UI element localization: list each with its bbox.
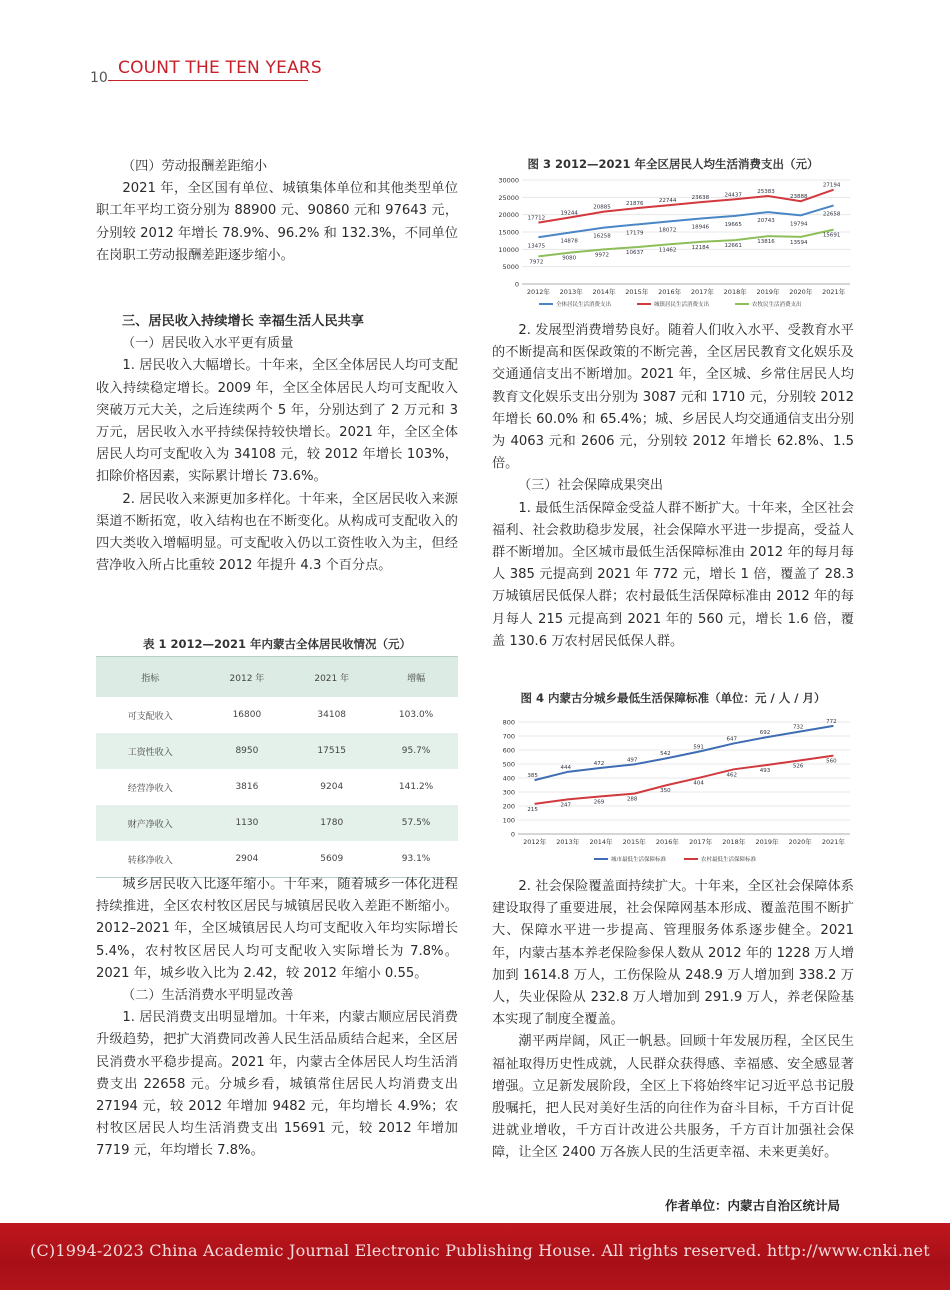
data-label: 19794 bbox=[790, 221, 808, 228]
data-label: 288 bbox=[626, 796, 638, 803]
data-label: 12184 bbox=[691, 244, 710, 251]
data-label: 14878 bbox=[560, 238, 578, 245]
data-label: 591 bbox=[693, 744, 704, 751]
data-label: 404 bbox=[693, 780, 704, 787]
table-cell: 95.7% bbox=[374, 733, 458, 769]
table-header-cell: 2021 年 bbox=[289, 657, 374, 697]
income-table-wrapper bbox=[96, 656, 458, 878]
author-affiliation: 作者单位：内蒙古自治区统计局 bbox=[665, 1198, 841, 1213]
x-tick-label: 2016年 bbox=[658, 288, 682, 296]
x-tick-label: 2018年 bbox=[723, 288, 747, 296]
y-tick-label: 25000 bbox=[498, 193, 519, 202]
data-label: 247 bbox=[560, 802, 572, 809]
figure-4-chart bbox=[492, 710, 854, 868]
y-tick-label: 800 bbox=[502, 718, 515, 727]
subsection-1-heading: （一）居民收入水平更有质量 bbox=[122, 336, 294, 352]
data-label: 9972 bbox=[595, 252, 609, 259]
x-tick-label: 2017年 bbox=[690, 288, 714, 296]
data-label: 13816 bbox=[757, 239, 775, 246]
data-label: 21876 bbox=[626, 201, 644, 208]
paragraph-development-consumption: 2. 发展型消费增势良好。随着人们收入水平、受教育水平的不断提高和医保政策的不断完善，全区居民教育文化娱乐及交通通信支出不断增加。2021 年，全区城、乡常住居民人均教育文化娱乐支出分别为 3087 元和 1710 元，分别较 2012 年增长 60.0% 和 65.4%；城、乡居民人均交通通信支出分别为 4063 元和 2606 元，分别较 2012 年增长 62.8%、1.5 倍。 bbox=[492, 323, 854, 472]
figure-4-caption: 图 4 内蒙古分城乡最低生活保障标准（单位：元 / 人 / 月） bbox=[520, 691, 826, 705]
data-label: 12661 bbox=[724, 243, 742, 250]
data-label: 10637 bbox=[626, 250, 644, 257]
y-tick-label: 300 bbox=[502, 788, 515, 797]
data-label: 25383 bbox=[757, 189, 775, 196]
table-cell: 9204 bbox=[320, 782, 344, 792]
legend-label: 农牧民生活消费支出 bbox=[752, 302, 802, 308]
journal-banner: COUNT THE TEN YEARS bbox=[118, 58, 322, 78]
data-label: 560 bbox=[826, 758, 837, 765]
table-caption: 表 1 2012—2021 年内蒙古全体居民收情况（元） bbox=[142, 637, 412, 651]
x-tick-label: 2013年 bbox=[559, 288, 583, 296]
x-tick-label: 2012年 bbox=[523, 838, 547, 846]
x-tick-label: 2021年 bbox=[822, 288, 846, 296]
y-tick-label: 30000 bbox=[498, 176, 519, 185]
table-cell: 141.2% bbox=[398, 782, 434, 792]
data-label: 444 bbox=[560, 764, 572, 771]
figure-3-caption: 图 3 2012—2021 年全区居民人均生活消费支出（元） bbox=[527, 157, 819, 171]
data-label: 27194 bbox=[822, 182, 841, 189]
x-tick-label: 2019年 bbox=[756, 288, 780, 296]
y-tick-label: 600 bbox=[502, 746, 515, 755]
legend-label: 城市最低生活保障标准 bbox=[611, 857, 667, 863]
table-cell: 1130 bbox=[204, 805, 289, 841]
table-cell: 财产净收入 bbox=[96, 805, 204, 841]
data-label: 16258 bbox=[593, 233, 611, 240]
income-table bbox=[96, 657, 458, 877]
data-label: 215 bbox=[527, 806, 538, 813]
data-label: 462 bbox=[726, 772, 738, 779]
table-cell: 8950 bbox=[204, 733, 289, 769]
y-tick-label: 5000 bbox=[502, 263, 519, 272]
y-tick-label: 10000 bbox=[498, 245, 519, 254]
data-label: 772 bbox=[826, 718, 837, 725]
data-label: 497 bbox=[626, 757, 638, 764]
subsection-2-heading: （二）生活消费水平明显改善 bbox=[122, 988, 294, 1004]
table-row bbox=[96, 769, 458, 805]
table-header-cell: 2012 年 bbox=[204, 657, 289, 697]
page-number: 10 bbox=[90, 70, 108, 86]
table-cell: 转移净收入 bbox=[127, 855, 173, 866]
data-label: 17712 bbox=[527, 215, 546, 222]
data-label: 20885 bbox=[593, 204, 611, 211]
section-3-heading: 三、居民收入持续增长 幸福生活人民共享 bbox=[122, 314, 364, 330]
table-row bbox=[96, 733, 458, 769]
x-tick-label: 2020年 bbox=[789, 288, 813, 296]
right-column-top bbox=[492, 320, 854, 653]
y-tick-label: 500 bbox=[502, 760, 515, 769]
y-tick-label: 100 bbox=[502, 816, 515, 825]
table-cell: 17515 bbox=[289, 733, 374, 769]
data-label: 15691 bbox=[822, 232, 841, 239]
table-header-row bbox=[96, 657, 458, 697]
table-cell: 93.1% bbox=[401, 854, 431, 864]
x-tick-label: 2012年 bbox=[526, 288, 550, 296]
paragraph-income-sources: 2. 居民收入来源更加多样化。十年来，全区居民收入来源渠道不断拓宽，收入结构也在不断变化。从构成可支配收入的四大类收入增幅明显。可支配收入仍以工资性收入为主，但经营净收入所占比重较 2012 年提升 4.3 个百分点。 bbox=[96, 491, 458, 574]
y-tick-label: 0 bbox=[514, 280, 519, 289]
data-label: 9080 bbox=[562, 255, 577, 262]
data-label: 22658 bbox=[822, 211, 841, 218]
table-row bbox=[96, 697, 458, 733]
data-label: 526 bbox=[792, 763, 804, 770]
data-label: 13475 bbox=[527, 243, 546, 250]
table-row bbox=[96, 805, 458, 841]
paragraph-conclusion: 潮平两岸阔，风正一帆悬。回顾十年发展历程，全区民生福祉取得历史性成就，人民群众获得感、幸福感、安全感显著增强。立足新发展阶段，全区上下将始终牢记习近平总书记殷殷嘱托，把人民对美好生活的向往作为奋斗目标，千方百计促进就业增收，千方百计改进公共服务，千方百计加强社会保障，让全区 2400 万各族人民的生活更幸福、未来更美好。 bbox=[492, 1034, 854, 1161]
data-label: 472 bbox=[593, 760, 605, 767]
paragraph-minimum-living: 1. 最低生活保障金受益人群不断扩大。十年来，全区社会福利、社会救助稳步发展，社会保障水平进一步提高，受益人群不断增加。全区城市最低生活保障标准由 2012 年的每月每人 385 元提高到 2021 年 772 元，增长 1 倍，覆盖了 28.3 万城镇居民低保人群；农村最低生活保障标准由 2012 年的每月每人 215 元提高到 2021 年的 560 元，增长 1.6 倍，覆盖 130.6 万农村居民低保人群。 bbox=[492, 500, 854, 649]
data-label: 23888 bbox=[790, 194, 808, 201]
banner-underline bbox=[108, 80, 308, 81]
figure-3-chart bbox=[492, 172, 854, 320]
x-tick-label: 2017年 bbox=[689, 838, 713, 846]
table-cell: 可支配收入 bbox=[127, 711, 173, 722]
data-label: 647 bbox=[726, 736, 738, 743]
data-label: 19665 bbox=[724, 221, 742, 228]
y-tick-label: 400 bbox=[502, 774, 515, 783]
left-column-top bbox=[96, 156, 458, 577]
right-column-bottom bbox=[492, 876, 854, 1165]
y-tick-label: 0 bbox=[510, 830, 515, 839]
x-tick-label: 2013年 bbox=[556, 838, 580, 846]
table-cell: 工资性收入 bbox=[96, 733, 204, 769]
series-line bbox=[535, 726, 834, 780]
paragraph-income-growth: 1. 居民收入大幅增长。十年来，全区全体居民人均可支配收入持续稳定增长。2009 年，全区全体居民人均可支配收入突破万元大关，之后连续两个 5 年，分别达到了 2 万元和 3 万元，居民收入水平持续保持较快增长。2021 年，全区全体居民人均可支配收入为 34108 元，较 2012 年增长 103%，扣除价格因素，实际累计增长 73.6%。 bbox=[96, 358, 458, 485]
footer-copyright: (C)1994-2023 China Academic Journal Electronic Publishing House. All rights reserved. http://www.cnki.net bbox=[30, 1241, 930, 1260]
table-cell: 16800 bbox=[232, 710, 262, 720]
table-cell: 34108 bbox=[317, 710, 347, 720]
legend-label: 全体居民生活消费支出 bbox=[556, 302, 612, 308]
data-label: 22744 bbox=[658, 198, 677, 205]
y-tick-label: 15000 bbox=[498, 228, 519, 237]
data-label: 17179 bbox=[626, 230, 644, 237]
data-label: 350 bbox=[660, 788, 671, 794]
data-label: 18072 bbox=[658, 227, 677, 234]
data-label: 18946 bbox=[691, 224, 710, 231]
table-header-cell: 增幅 bbox=[374, 657, 458, 697]
x-tick-label: 2014年 bbox=[592, 288, 616, 296]
data-label: 732 bbox=[792, 724, 804, 731]
table-cell: 57.5% bbox=[374, 805, 458, 841]
data-label: 493 bbox=[759, 767, 771, 774]
data-label: 19244 bbox=[560, 210, 578, 217]
data-label: 24437 bbox=[724, 192, 742, 199]
x-tick-label: 2021年 bbox=[821, 838, 845, 846]
section-4-heading: （四）劳动报酬差距缩小 bbox=[122, 159, 268, 174]
x-tick-label: 2015年 bbox=[625, 288, 649, 296]
table-cell: 3816 bbox=[235, 782, 259, 792]
y-tick-label: 200 bbox=[502, 802, 515, 811]
table-cell: 5609 bbox=[320, 854, 344, 864]
data-label: 692 bbox=[759, 730, 771, 737]
x-tick-label: 2014年 bbox=[589, 838, 613, 846]
legend-label: 农村最低生活保障标准 bbox=[701, 857, 757, 863]
data-label: 7972 bbox=[529, 259, 544, 266]
table-row bbox=[96, 841, 458, 877]
x-tick-label: 2020年 bbox=[788, 838, 812, 846]
paragraph-urban-rural-gap: 城乡居民收入比逐年缩小。十年来，随着城乡一体化进程持续推进，全区农村牧区居民与城镇居民收入差距不断缩小。2012–2021 年，全区城镇居民人均可支配收入年均实际增长 5.4%，农村牧区居民人均可支配收入实际增长为 7.8%。2021 年，城乡收入比为 2.42，较 2012 年缩小 0.55。 bbox=[96, 877, 458, 981]
table-header-cell: 指标 bbox=[96, 657, 204, 697]
data-label: 385 bbox=[527, 773, 538, 780]
data-label: 20743 bbox=[757, 218, 775, 225]
legend-label: 城镇居民生活消费支出 bbox=[654, 302, 710, 308]
table-cell: 1780 bbox=[289, 805, 374, 841]
x-tick-label: 2016年 bbox=[655, 838, 679, 846]
table-cell: 103.0% bbox=[398, 710, 434, 720]
x-tick-label: 2015年 bbox=[622, 838, 646, 846]
data-label: 11462 bbox=[658, 247, 677, 254]
data-label: 269 bbox=[593, 799, 605, 806]
data-label: 13594 bbox=[790, 239, 808, 246]
subsection-3-heading: （三）社会保障成果突出 bbox=[518, 478, 664, 494]
table-cell: 2904 bbox=[235, 854, 259, 864]
left-column-bottom bbox=[96, 874, 458, 1163]
data-label: 542 bbox=[660, 751, 671, 758]
paragraph-social-insurance: 2. 社会保险覆盖面持续扩大。十年来，全区社会保障体系建设取得了重要进展，社会保障网基本形成、覆盖范围不断扩大、保障水平进一步提高、管理服务体系逐步健全。2021 年，内蒙古基本养老保险参保人数从 2012 年的 1228 万人增加到 1614.8 万人，工伤保险从 248.9 万人增加到 338.2 万人，失业保险从 232.8 万人增加到 291.9 万人，养老保险基本实现了制度全覆盖。 bbox=[492, 879, 854, 1028]
paragraph-wage: 2021 年，全区国有单位、城镇集体单位和其他类型单位职工年平均工资分别为 88900 元、90860 元和 97643 元，分别较 2012 年增长 78.9%、96.2% 和 132.3%，不同单位在岗职工劳动报酬差距逐步缩小。 bbox=[96, 181, 458, 263]
table-cell: 经营净收入 bbox=[127, 783, 173, 794]
series-line bbox=[535, 756, 834, 804]
x-tick-label: 2019年 bbox=[755, 838, 779, 846]
paragraph-consumption: 1. 居民消费支出明显增加。十年来，内蒙古顺应居民消费升级趋势，把扩大消费同改善人民生活品质结合起来，全区居民消费水平稳步提高。2021 年，内蒙古全体居民人均生活消费支出 22658 元。分城乡看，城镇常住居民人均消费支出 27194 元，较 2012 年增加 9482 元，年均增长 4.9%；农村牧区居民人均生活消费支出 15691 元，较 2012 年增加 7719 元，年均增长 7.8%。 bbox=[96, 1010, 458, 1159]
x-tick-label: 2018年 bbox=[722, 838, 746, 846]
y-tick-label: 700 bbox=[502, 732, 515, 741]
y-tick-label: 20000 bbox=[498, 211, 519, 220]
data-label: 23638 bbox=[691, 195, 710, 202]
